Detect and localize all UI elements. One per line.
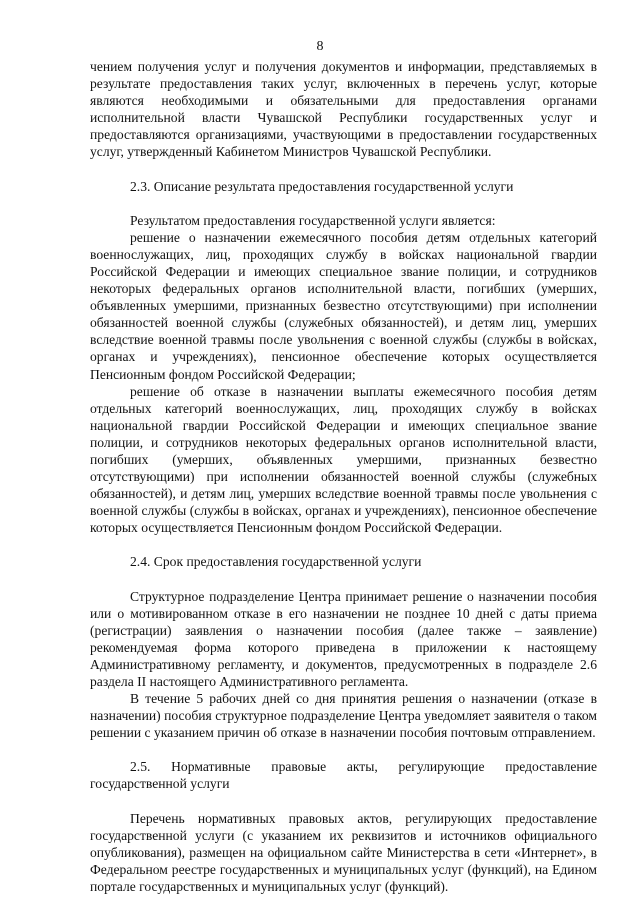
section-2-3-lead: Результатом предоставления государственной услуги является:	[130, 212, 496, 228]
section-2-5-heading: 2.5. Нормативные правовые акты, регулирующие предоставление государственной услуги	[90, 759, 597, 792]
section-2-3-item-1: решение о назначении ежемесячного пособия детям отдельных категорий военнослужащих, лиц, проходящих службу в войсках национальной гвардии Российской Федерации и имеющих специальное звание полиции, и сотрудников некоторых федеральных органов исполнительной власти, погибших (умерших, объявленных умершими, признанных безвестно отсутствующими) при исполнении обязанностей военной службы (служебных обязанностей), и детям лиц, умерших вследствие военной травмы после увольнения с военной службы (службы в войсках, органах и учреждениях), пенсионное обеспечение которых осуществляется Пенсионным фондом Российской Федерации;	[90, 229, 597, 382]
section-2-3-item-2: решение об отказе в назначении выплаты ежемесячного пособия детям отдельных категорий военнослужащих, лиц, проходящих службу в войсках национальной гвардии Российской Федерации и имеющих специальное звание полиции, и сотрудников некоторых федеральных органов исполнительной власти, погибших (умерших, объявленных умершими, признанных безвестно отсутствующими) при исполнении обязанностей военной службы (служебных обязанностей), и детям лиц, умерших вследствие военной травмы после увольнения с военной службы (службы в войсках, органах и учреждениях), пенсионное обеспечение которых осуществляется Пенсионным фондом Российской Федерации.	[90, 383, 597, 536]
section-2-5-paragraph-1: Перечень нормативных правовых актов, регулирующих предоставление государственной услуги (с указанием их реквизитов и источников официального опубликования), размещен на официальном сайте Министерства в сети «Интернет», в Федеральном реестре государственных и муниципальных услуг (функций), на Едином портале государственных и муниципальных услуг (функций).	[90, 810, 597, 894]
section-2-4-paragraph-1: Структурное подразделение Центра принимает решение о назначении пособия или о мотивированном отказе в его назначении не позднее 10 дней с даты приема (регистрации) заявления о назначении пособия (далее также – заявление) рекомендуемая форма которого приведена в приложении к настоящему Административному регламенту, и документов, предусмотренных в подразделе 2.6 раздела II настоящего Административного регламента.	[90, 588, 597, 689]
document-body	[90, 58, 597, 895]
page-number: 8	[316, 39, 324, 54]
section-2-3-heading: 2.3. Описание результата предоставления государственной услуги	[130, 178, 514, 194]
section-2-4-heading: 2.4. Срок предоставления государственной услуги	[130, 554, 422, 570]
intro-paragraph: чением получения услуг и получения документов и информации, представляемых в результате предоставления таких услуг, включенных в перечень услуг, которые являются необходимыми и обязательными для предоставления органами исполнительной власти Чувашской Республики государственных услуг и предоставляются организациями, участвующими в предоставлении государственных услуг, утвержденный Кабинетом Министров Чувашской Республики.	[90, 59, 597, 160]
section-2-4-paragraph-2: В течение 5 рабочих дней со дня принятия решения о назначении (отказе в назначении) пособия структурное подразделение Центра уведомляет заявителя о таком решении с указанием причин об отказе в назначении пособия почтовым отправлением.	[90, 691, 597, 741]
